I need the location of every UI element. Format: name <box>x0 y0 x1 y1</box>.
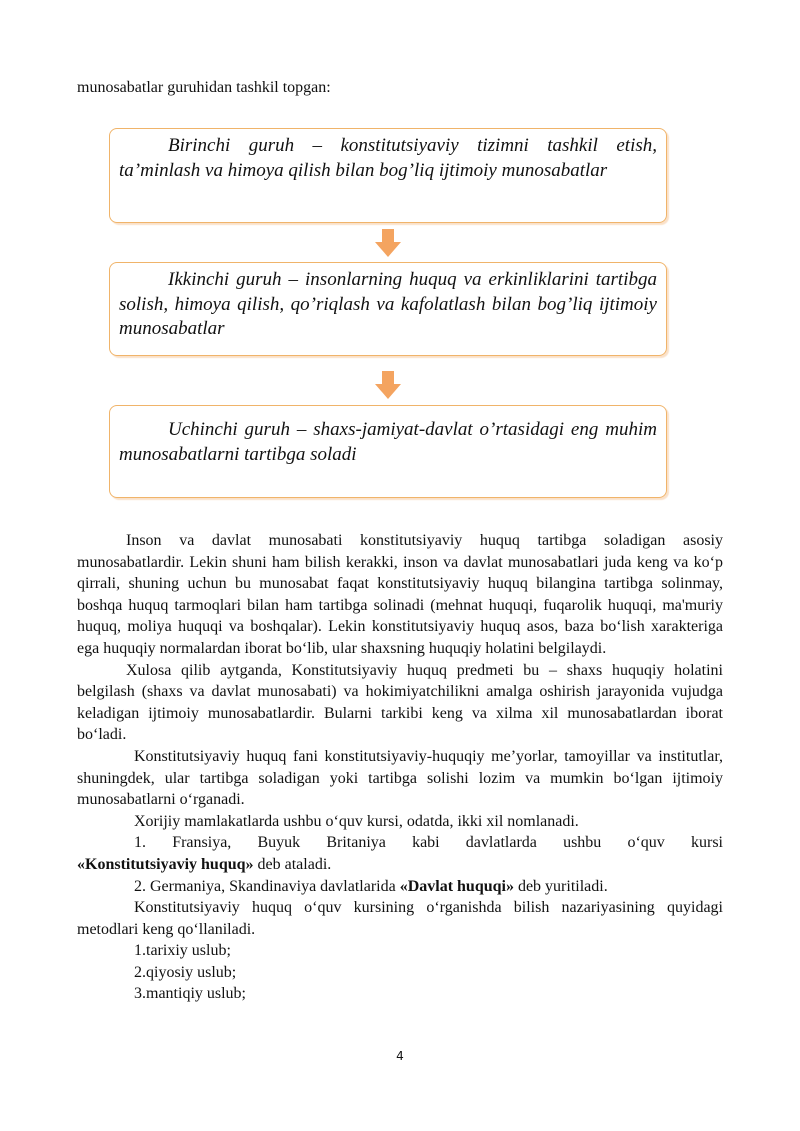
method-item: 2.qiyosiy uslub; <box>134 963 237 981</box>
intro-line: munosabatlar guruhidan tashkil topgan: <box>77 79 331 96</box>
group-text-third: Uchinchi guruh – shaxs-jamiyat-davlat o’rtasidagi eng muhim munosabatlarni tartibga soladi <box>119 419 657 465</box>
group-box-first <box>109 128 667 223</box>
body-text <box>77 530 723 1005</box>
item-text: deb yuritiladi. <box>513 877 608 895</box>
bold-term: «Konstitutsiyaviy huquq» <box>77 855 254 873</box>
item-text: 1. Fransiya, Buyuk Britaniya kabi davlatlarda ushbu o‘quv kursi <box>134 834 723 852</box>
item-text: 2. Germaniya, Skandinaviya davlatlarida <box>134 877 400 895</box>
group-box-second <box>109 262 667 356</box>
paragraph: Xulosa qilib aytganda, Konstitutsiyaviy huquq predmeti bu – shaxs huquqiy holatini belgilash (shaxs va davlat munosabati) va hokimiyatchilikni amalga oshirish jarayonida vujudga keladigan ijtimoiy munosabatlardir. Bularni tarkibi keng va xilma xil munosabatlardan iborat bo‘ladi. <box>77 661 723 744</box>
list-item <box>77 832 723 854</box>
paragraph: Konstitutsiyaviy huquq fani konstitutsiyaviy-huquqiy me’yorlar, tamoyillar va institutlar, shuningdek, ular tartibga soladigan yoki tartibga solishi lozim va mumkin bo‘lgan ijtimoiy munosabatlarni o‘rganadi. <box>77 747 723 809</box>
page-number: 4 <box>396 1049 404 1063</box>
arrow-down-icon <box>374 370 402 400</box>
arrow-down-icon <box>374 228 402 258</box>
method-list <box>77 940 723 1005</box>
group-box-third <box>109 405 667 498</box>
list-item-continuation <box>77 854 723 876</box>
group-text-second: Ikkinchi guruh – insonlarning huquq va erkinliklarini tartibga solish, himoya qilish, qo’riqlash va kafolatlash bilan bog’liq ijtimoiy munosabatlar <box>119 269 657 339</box>
group-text-first: Birinchi guruh – konstitutsiyaviy tizimni tashkil etish, ta’minlash va himoya qilish bilan bog’liq ijtimoiy munosabatlar <box>119 135 657 181</box>
paragraph: Konstitutsiyaviy huquq o‘quv kursining o‘rganishda bilish nazariyasining quyidagi metodlari keng qo‘llaniladi. <box>77 899 723 938</box>
paragraph: Xorijiy mamlakatlarda ushbu o‘quv kursi, odatda, ikki xil nomlanadi. <box>134 812 579 830</box>
method-item: 3.mantiqiy uslub; <box>134 985 246 1003</box>
paragraph: Inson va davlat munosabati konstitutsiyaviy huquq tartibga soladigan asosiy munosabatlardir. Lekin shuni ham bilish kerakki, inson va davlat munosabatlari juda keng va ko‘p qirrali, shuning uchun bu munosabat faqat konstitutsiyaviy huquq bilangina tartibga solinmay, boshqa huquq tarmoqlari bilan ham tartibga solinadi (mehnat huquqi, fuqarolik huquqi, ma'muriy huquq, moliya huquqi va boshqalar). Lekin konstitutsiyaviy huquq asos, baza bo‘lish xarakteriga ega huquqiy normalardan iborat bo‘lib, ular shaxsning huquqiy holatini belgilaydi. <box>77 532 723 657</box>
bold-term: «Davlat huquqi» <box>399 877 514 895</box>
method-item: 1.tarixiy uslub; <box>134 942 231 960</box>
list-item <box>77 876 723 898</box>
item-text: deb ataladi. <box>253 855 332 873</box>
